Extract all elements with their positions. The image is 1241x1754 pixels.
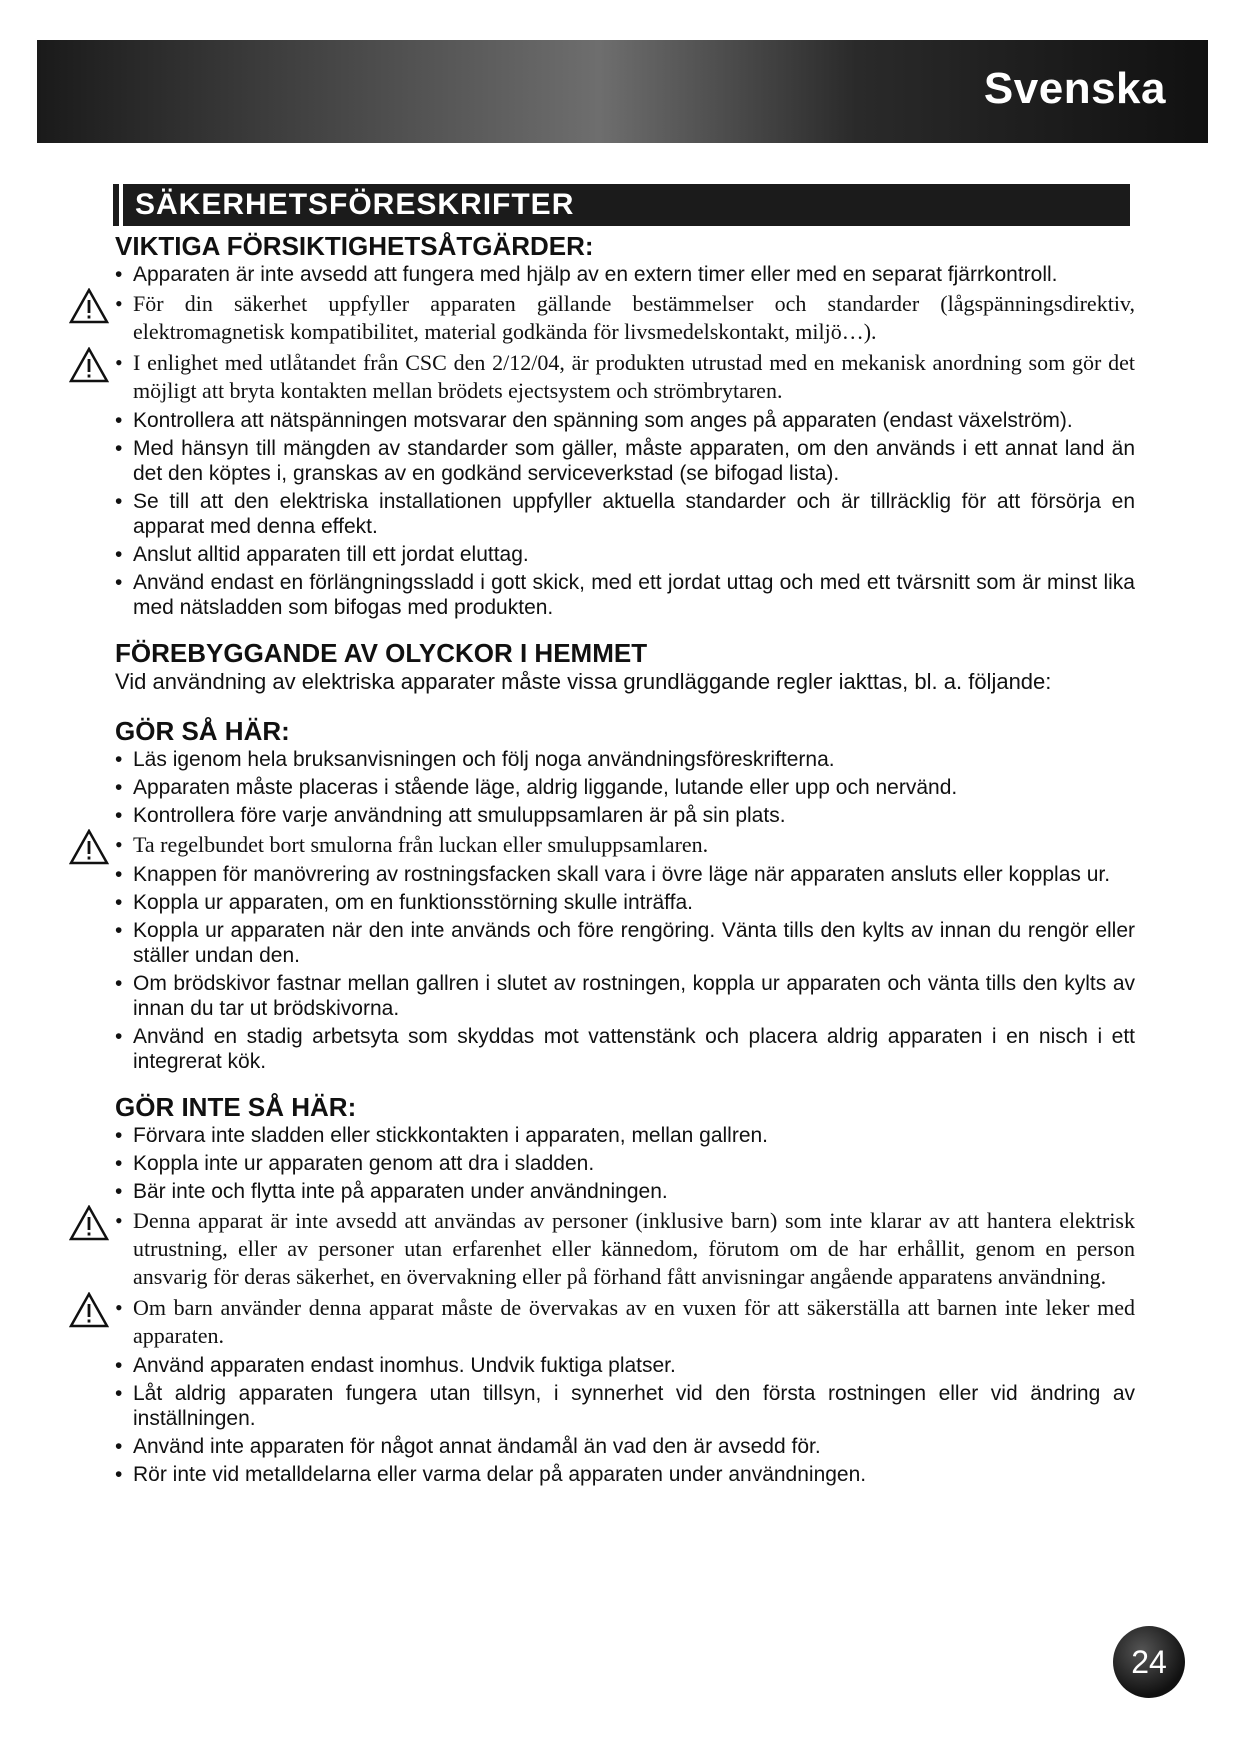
language-title: Svenska [983, 64, 1166, 113]
section-bar [113, 184, 1130, 226]
list-item: • Använd inte apparaten för något annat ändamål än vad den är avsedd för. [115, 1434, 1135, 1459]
list-item: • Koppla inte ur apparaten genom att dra i sladden. [115, 1151, 1135, 1176]
warning-triangle-icon [69, 1292, 109, 1328]
important-list [115, 262, 1135, 620]
list-item-text: Om barn använder denna apparat måste de övervakas av en vuxen för att säkerställa att barnen inte leker med apparaten. [133, 1295, 1135, 1348]
list-item: • Apparaten måste placeras i stående läge, aldrig liggande, lutande eller upp och nervänd. [115, 775, 1135, 800]
list-item: • Om brödskivor fastnar mellan gallren i slutet av rostningen, koppla ur apparaten och vänta tills den kylts av innan du tar ut brödskivorna. [115, 971, 1135, 1021]
section-title: SÄKERHETSFÖRESKRIFTER [135, 188, 575, 221]
list-item-text: Denna apparat är inte avsedd att användas av personer (inklusive barn) som inte klarar av att hantera elektrisk utrustning, eller av personer utan erfarenhet eller kännedom, förutom om de har erhållit, genom en person ansvarig för deras säkerhet, en övervakning eller på förhand fått anvisningar angående apparatens användning. [133, 1208, 1135, 1289]
list-item: • Använd en stadig arbetsyta som skyddas mot vattenstänk och placera aldrig apparaten i en nisch i ett integrerat kök. [115, 1024, 1135, 1074]
section-bar-tab [119, 184, 123, 226]
do-list [115, 747, 1135, 1074]
important-heading: VIKTIGA FÖRSIKTIGHETSÅTGÄRDER: [115, 231, 594, 261]
list-item: • Använd apparaten endast inomhus. Undvik fuktiga platser. [115, 1353, 1135, 1378]
list-item: • Se till att den elektriska installationen uppfyller aktuella standarder och är tillräcklig för att försörja en apparat med denna effekt. [115, 489, 1135, 539]
list-item-warning [115, 349, 1135, 405]
list-item: • Rör inte vid metalldelarna eller varma delar på apparaten under användningen. [115, 1462, 1135, 1487]
list-item: • Koppla ur apparaten, om en funktionsstörning skulle inträffa. [115, 890, 1135, 915]
list-item-warning [115, 290, 1135, 346]
list-item: • Apparaten är inte avsedd att fungera med hjälp av en extern timer eller med en separat fjärrkontroll. [115, 262, 1135, 287]
dont-list [115, 1123, 1135, 1487]
list-item: • Knappen för manövrering av rostningsfacken skall vara i övre läge när apparaten ansluts eller kopplas ur. [115, 862, 1135, 887]
prevention-intro: Vid användning av elektriska apparater måste vissa grundläggande regler iakttas, bl. a. följande: [115, 669, 1052, 694]
list-item: • Läs igenom hela bruksanvisningen och följ noga användningsföreskrifterna. [115, 747, 1135, 772]
list-item-warning [115, 831, 1135, 859]
warning-triangle-icon [69, 829, 109, 865]
list-item: • Förvara inte sladden eller stickkontakten i apparaten, mellan gallren. [115, 1123, 1135, 1148]
dont-heading: GÖR INTE SÅ HÄR: [115, 1092, 357, 1122]
list-item: • Låt aldrig apparaten fungera utan tillsyn, i synnerhet vid den första rostningen eller vid ändring av inställningen. [115, 1381, 1135, 1431]
list-item-warning [115, 1207, 1135, 1291]
list-item-text: I enlighet med utlåtandet från CSC den 2/12/04, är produkten utrustad med en mekanisk anordning som gör det möjligt att bryta kontakten mellan brödets ejectsystem och strömbrytaren. [133, 350, 1135, 403]
warning-triangle-icon [69, 288, 109, 324]
list-item-text: Ta regelbundet bort smulorna från luckan eller smuluppsamlaren. [133, 832, 709, 857]
list-item-warning [115, 1294, 1135, 1350]
do-heading: GÖR SÅ HÄR: [115, 716, 290, 746]
warning-triangle-icon [69, 347, 109, 383]
list-item: • Anslut alltid apparaten till ett jordat eluttag. [115, 542, 1135, 567]
content [115, 230, 1135, 1490]
list-item: • Bär inte och flytta inte på apparaten under användningen. [115, 1179, 1135, 1204]
header-band [37, 40, 1208, 143]
warning-triangle-icon [69, 1205, 109, 1241]
list-item-text: För din säkerhet uppfyller apparaten gällande bestämmelser och standarder (lågspänningsdirektiv, elektromagnetisk kompatibilitet, material godkända för livsmedelskontakt, miljö…). [133, 291, 1135, 344]
list-item: • Med hänsyn till mängden av standarder som gäller, måste apparaten, om den används i ett annat land än det den köptes i, granskas av en godkänd serviceverkstad (se bifogad lista). [115, 436, 1135, 486]
prevention-heading: FÖREBYGGANDE AV OLYCKOR I HEMMET [115, 638, 648, 668]
list-item: • Koppla ur apparaten när den inte används och före rengöring. Vänta tills den kylts av innan du rengör eller ställer undan den. [115, 918, 1135, 968]
page-number: 24 [1113, 1626, 1185, 1698]
list-item: • Kontrollera att nätspänningen motsvarar den spänning som anges på apparaten (endast växelström). [115, 408, 1135, 433]
list-item: • Kontrollera före varje användning att smuluppsamlaren är på sin plats. [115, 803, 1135, 828]
list-item: • Använd endast en förlängningssladd i gott skick, med ett jordat uttag och med ett tvärsnitt som är minst lika med nätsladden som bifogas med produkten. [115, 570, 1135, 620]
